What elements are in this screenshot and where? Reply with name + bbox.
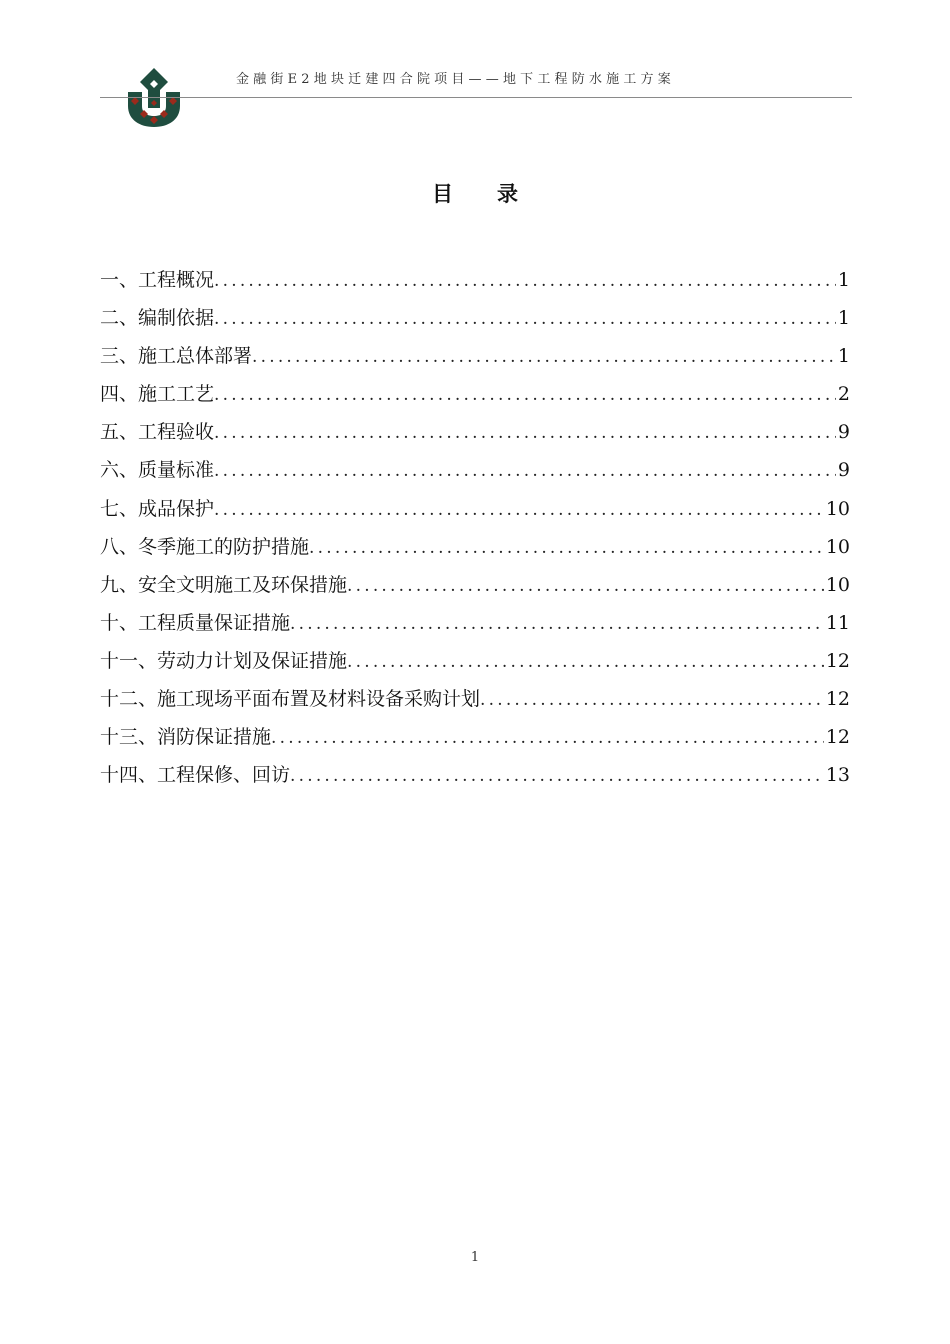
toc-dot-leader xyxy=(347,570,824,602)
toc-entry[interactable] xyxy=(100,569,850,607)
toc-entry-label: 十三、消防保证措施 xyxy=(100,726,272,749)
toc-entry-label: 十、工程质量保证措施 xyxy=(100,611,291,634)
toc-entry-label: 四、施工工艺 xyxy=(100,383,215,406)
toc-entry-label: 六、质量标准 xyxy=(100,459,215,482)
toc-entry-label: 三、施工总体部署 xyxy=(100,345,253,368)
page-header xyxy=(0,0,950,140)
toc-entry-page: 1 xyxy=(837,307,850,330)
toc-entry[interactable] xyxy=(100,607,850,645)
toc-entry-page: 9 xyxy=(837,459,850,482)
toc-entry-label: 十二、施工现场平面布置及材料设备采购计划 xyxy=(100,688,481,711)
toc-entry-page: 1 xyxy=(837,345,850,368)
toc-entry-label: 九、安全文明施工及环保措施 xyxy=(100,573,348,596)
toc-dot-leader xyxy=(214,265,836,297)
toc-dot-leader xyxy=(214,417,836,449)
toc-entry[interactable] xyxy=(100,645,850,683)
toc-dot-leader xyxy=(214,379,836,411)
toc-entry-label: 一、工程概况 xyxy=(100,269,215,291)
toc-entry-page: 1 xyxy=(837,269,850,291)
header-divider xyxy=(100,97,852,98)
toc-entry[interactable] xyxy=(100,454,850,492)
toc-dot-leader xyxy=(347,646,824,678)
toc-entry[interactable] xyxy=(100,721,850,759)
document-header-title: 金融街E2地块迁建四合院项目——地下工程防水施工方案 xyxy=(236,72,675,87)
toc-dot-leader xyxy=(214,303,836,335)
toc-dot-leader xyxy=(309,532,824,564)
toc-entry-label: 七、成品保护 xyxy=(100,497,215,520)
toc-entry[interactable] xyxy=(100,264,850,302)
toc-entry[interactable] xyxy=(100,302,850,340)
toc-entry-page: 10 xyxy=(825,573,850,596)
toc-entry-page: 12 xyxy=(825,649,850,672)
toc-entry-page: 10 xyxy=(825,535,850,558)
toc-entry-label: 十一、劳动力计划及保证措施 xyxy=(100,649,348,672)
toc-dot-leader xyxy=(480,684,824,716)
toc-entry-page: 2 xyxy=(837,383,850,406)
toc-entry[interactable] xyxy=(100,340,850,378)
toc-dot-leader xyxy=(214,494,824,526)
toc-dot-leader xyxy=(290,760,824,792)
toc-dot-leader xyxy=(290,608,824,640)
toc-entry-page: 12 xyxy=(825,688,850,711)
toc-dot-leader xyxy=(271,722,824,754)
toc-entry-page: 9 xyxy=(837,421,850,444)
toc-dot-leader xyxy=(252,341,836,373)
toc-entry-page: 12 xyxy=(825,726,850,749)
toc-entry-label: 八、冬季施工的防护措施 xyxy=(100,535,310,558)
page-number: 1 xyxy=(470,1250,480,1265)
table-of-contents xyxy=(100,264,850,797)
toc-entry[interactable] xyxy=(100,493,850,531)
toc-entry-page: 10 xyxy=(825,497,850,520)
toc-entry-label: 五、工程验收 xyxy=(100,421,215,444)
toc-entry[interactable] xyxy=(100,683,850,721)
toc-dot-leader xyxy=(214,455,836,487)
toc-entry-page: 11 xyxy=(825,611,850,634)
toc-entry-page: 13 xyxy=(825,764,850,787)
toc-entry[interactable] xyxy=(100,416,850,454)
toc-entry[interactable] xyxy=(100,759,850,797)
toc-entry[interactable] xyxy=(100,531,850,569)
toc-heading: 目录 xyxy=(432,181,562,206)
toc-entry[interactable] xyxy=(100,378,850,416)
toc-entry-label: 十四、工程保修、回访 xyxy=(100,764,291,787)
toc-entry-label: 二、编制依据 xyxy=(100,307,215,330)
